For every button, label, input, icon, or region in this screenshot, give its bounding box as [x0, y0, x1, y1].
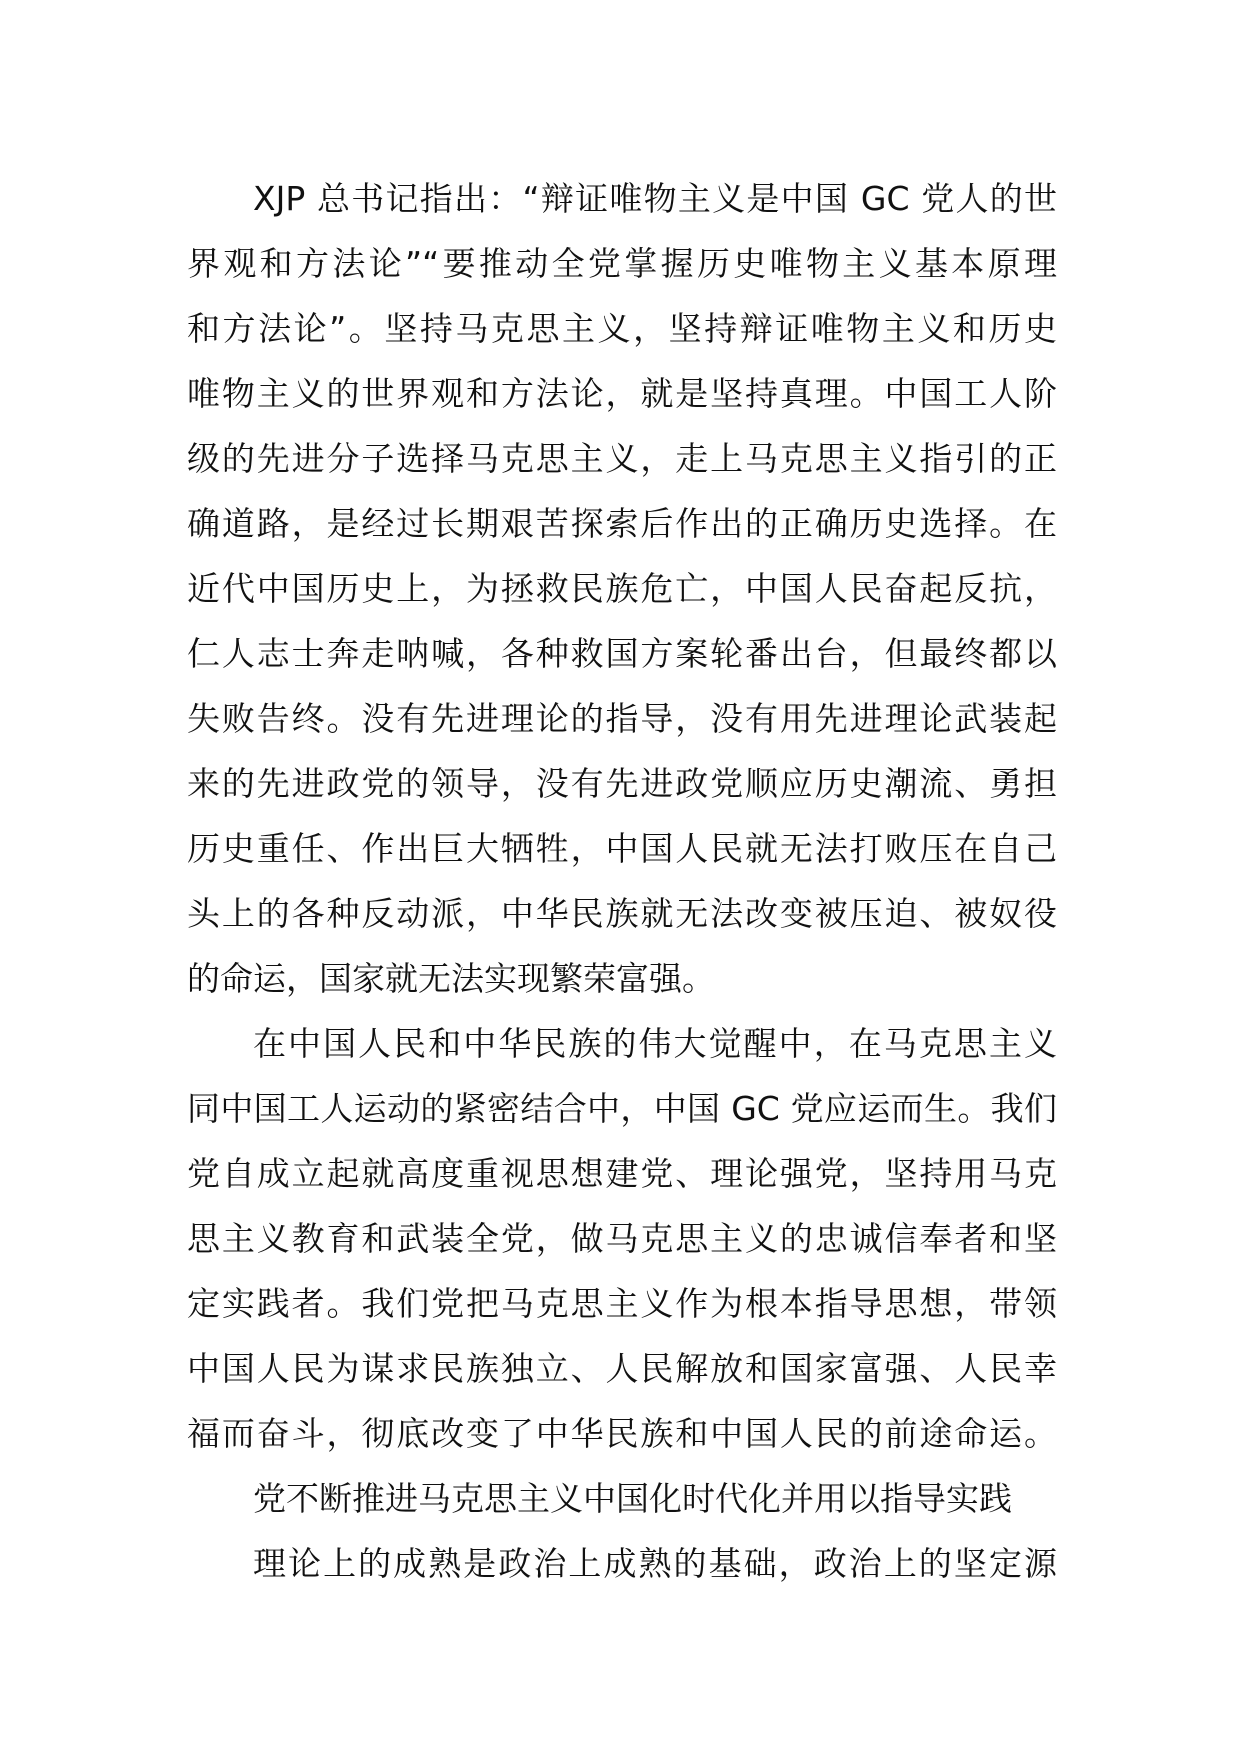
- text-line: 来的先进政党的领导，没有先进政党顺应历史潮流、勇担: [187, 764, 1057, 803]
- text-line: 历史重任、作出巨大牺牲，中国人民就无法打败压在自己: [187, 829, 1057, 868]
- section-heading: 党不断推进马克思主义中国化时代化并用以指导实践: [253, 1479, 1012, 1518]
- paragraph: [187, 1531, 1057, 1596]
- text-line: 和方法论”。坚持马克思主义，坚持辩证唯物主义和历史: [187, 309, 1057, 348]
- text-line: 界观和方法论”“要推动全党掌握历史唯物主义基本原理: [187, 244, 1057, 283]
- paragraph: [187, 1011, 1057, 1466]
- text-line: XJP 总书记指出：“辩证唯物主义是中国 GC 党人的世: [253, 179, 1057, 218]
- text-line: 定实践者。我们党把马克思主义作为根本指导思想，带领: [187, 1284, 1057, 1323]
- text-line: 唯物主义的世界观和方法论，就是坚持真理。中国工人阶: [187, 374, 1057, 413]
- text-line: 中国人民为谋求民族独立、人民解放和国家富强、人民幸: [187, 1349, 1057, 1388]
- text-line: 的命运，国家就无法实现繁荣富强。: [187, 959, 715, 998]
- text-line: 仁人志士奔走呐喊，各种救国方案轮番出台，但最终都以: [187, 634, 1057, 673]
- text-line: 级的先进分子选择马克思主义，走上马克思主义指引的正: [187, 439, 1057, 478]
- text-line: 头上的各种反动派，中华民族就无法改变被压迫、被奴役: [187, 894, 1057, 933]
- text-line: 在中国人民和中华民族的伟大觉醒中，在马克思主义: [253, 1024, 1057, 1063]
- text-line: 思主义教育和武装全党，做马克思主义的忠诚信奉者和坚: [187, 1219, 1057, 1258]
- text-line: 失败告终。没有先进理论的指导，没有用先进理论武装起: [187, 699, 1057, 738]
- text-line: 确道路，是经过长期艰苦探索后作出的正确历史选择。在: [187, 504, 1057, 543]
- paragraph: [187, 166, 1057, 1011]
- text-line: 福而奋斗，彻底改变了中华民族和中国人民的前途命运。: [187, 1414, 1057, 1453]
- body-text: [187, 166, 1057, 1596]
- text-line: 党自成立起就高度重视思想建党、理论强党，坚持用马克: [187, 1154, 1057, 1193]
- text-line: 近代中国历史上，为拯救民族危亡，中国人民奋起反抗，: [187, 569, 1057, 608]
- text-line: 理论上的成熟是政治上成熟的基础，政治上的坚定源: [253, 1544, 1057, 1583]
- text-line: 同中国工人运动的紧密结合中，中国 GC 党应运而生。我们: [187, 1089, 1057, 1128]
